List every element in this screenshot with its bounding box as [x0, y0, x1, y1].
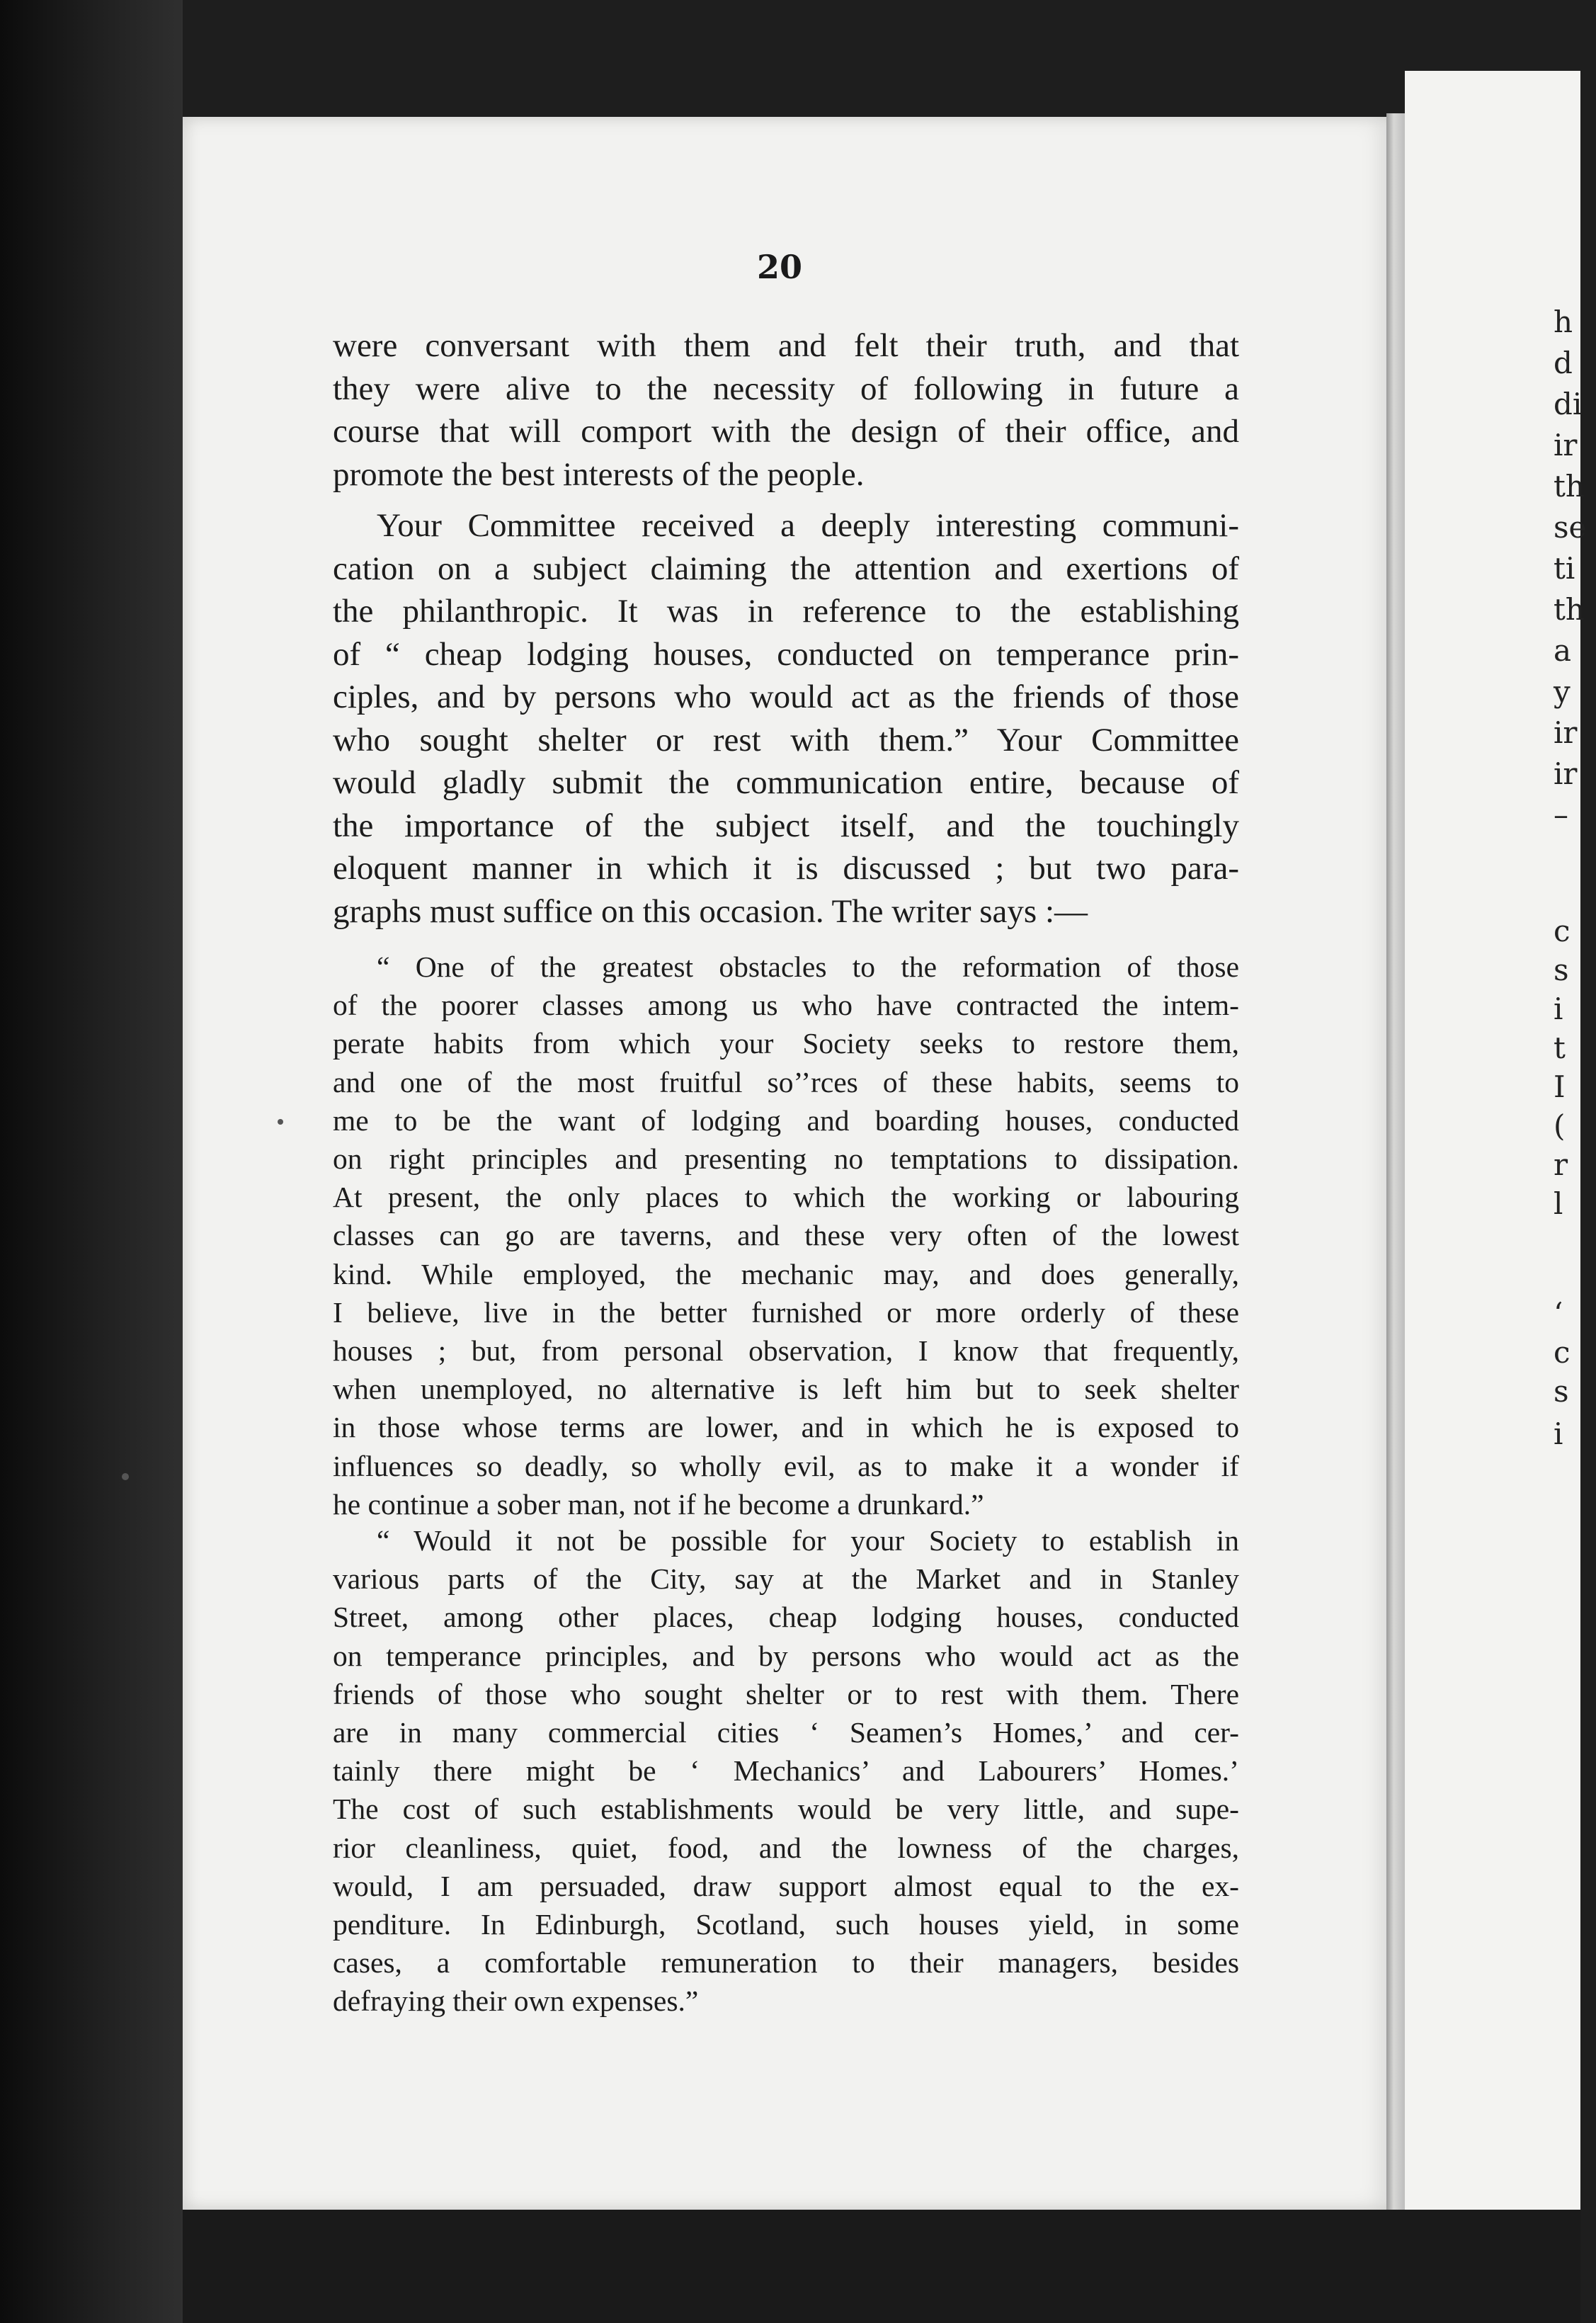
- speck-mark: [278, 1119, 283, 1125]
- text-line: on right principles and presenting no temptations to dissipation.: [333, 1142, 1239, 1176]
- text-line: course that will comport with the design of their office, and: [333, 413, 1239, 450]
- facing-page-fragment: s: [1554, 1374, 1569, 1409]
- text-line: perate habits from which your Society seeks to restore them,: [333, 1027, 1239, 1060]
- text-line: who sought shelter or rest with them.” Your Committee: [333, 721, 1239, 759]
- text-line: graphs must suffice on this occasion. The writer says :—: [333, 892, 1088, 930]
- text-line: the philanthropic. It was in reference to the establishing: [333, 593, 1239, 630]
- scan-bottom-margin: [183, 2210, 1580, 2323]
- text-line: when unemployed, no alternative is left him but to seek shelter: [333, 1373, 1239, 1406]
- text-line: cases, a comfortable remuneration to their managers, besides: [333, 1946, 1239, 1980]
- facing-page-fragment: c: [1554, 914, 1571, 948]
- facing-page-fragment: –: [1554, 797, 1568, 832]
- facing-page-fragment: ir: [1554, 715, 1578, 750]
- facing-page-fragment: ir: [1554, 428, 1578, 462]
- text-line: cation on a subject claiming the attention and exertions of: [333, 550, 1239, 587]
- text-line: and one of the most fruitful so’’rces of these habits, seems to: [333, 1065, 1239, 1098]
- text-line: he continue a sober man, not if he become a drunkard.”: [333, 1487, 984, 1521]
- text-line: The cost of such establishments would be very little, and supe-: [333, 1793, 1239, 1826]
- text-line: houses ; but, from personal observation, I know that frequently,: [333, 1334, 1239, 1368]
- facing-page-fragment: ir: [1554, 756, 1578, 791]
- facing-page-fragment: se: [1554, 510, 1587, 545]
- text-line: would, I am persuaded, draw support almost equal to the ex-: [333, 1869, 1239, 1902]
- facing-page-fragment: ti: [1554, 551, 1575, 586]
- text-line: “ One of the greatest obstacles to the reformation of those: [377, 950, 1239, 983]
- text-line: of “ cheap lodging houses, conducted on temperance prin-: [333, 635, 1239, 673]
- facing-page-fragment: (: [1554, 1108, 1566, 1143]
- facing-page-fragment: i: [1554, 1416, 1563, 1451]
- text-line: At present, the only places to which the working or labouring: [333, 1181, 1239, 1214]
- facing-page-fragment: th: [1554, 592, 1585, 627]
- page-number: 20: [756, 248, 802, 286]
- text-line: in those whose terms are lower, and in which he is exposed to: [333, 1411, 1239, 1444]
- text-line: kind. While employed, the mechanic may, and does generally,: [333, 1257, 1239, 1290]
- facing-page-fragment: r: [1554, 1147, 1568, 1182]
- text-line: of the poorer classes among us who have contracted the intem-: [333, 989, 1239, 1022]
- facing-page-fragment: h: [1554, 305, 1573, 339]
- text-line: Your Committee received a deeply interesting communi-: [377, 507, 1239, 544]
- facing-page-fragment: t: [1554, 1030, 1566, 1065]
- facing-page-fragment: y: [1554, 674, 1571, 709]
- facing-page-fragment: d: [1554, 346, 1573, 380]
- text-line: influences so deadly, so wholly evil, as to make it a wonder if: [333, 1449, 1239, 1482]
- text-line: penditure. In Edinburgh, Scotland, such houses yield, in some: [333, 1908, 1239, 1941]
- text-line: would gladly submit the communication entire, because of: [333, 764, 1239, 801]
- facing-page-fragment: s: [1554, 953, 1569, 987]
- facing-page-fragment: I: [1554, 1069, 1566, 1104]
- text-line: the importance of the subject itself, and the touchingly: [333, 807, 1239, 844]
- text-line: “ Would it not be possible for your Society to establish in: [377, 1524, 1239, 1557]
- quotation-second: [333, 1521, 1239, 2021]
- facing-page-fragment: th: [1554, 469, 1585, 504]
- text-line: various parts of the City, say at the Market and in Stanley: [333, 1562, 1239, 1596]
- text-line: classes can go are taverns, and these very often of the lowest: [333, 1219, 1239, 1252]
- speck-mark: [122, 1473, 129, 1480]
- text-line: defraying their own expenses.”: [333, 1984, 699, 2018]
- book-gutter: [1386, 113, 1405, 2210]
- text-line: promote the best interests of the people.: [333, 455, 865, 493]
- text-line: eloquent manner in which it is discussed ; but two para-: [333, 850, 1239, 887]
- paragraph-committee: [333, 504, 1239, 933]
- scan-left-margin: [0, 0, 183, 2323]
- facing-page-fragment: di: [1554, 387, 1583, 421]
- text-line: me to be the want of lodging and boarding houses, conducted: [333, 1103, 1239, 1137]
- text-line: ciples, and by persons who would act as the friends of those: [333, 678, 1239, 715]
- quotation-first: [333, 948, 1239, 1523]
- text-line: rior cleanliness, quiet, food, and the lowness of the charges,: [333, 1831, 1239, 1864]
- text-line: tainly there might be ‘ Mechanics’ and Labourers’ Homes.’: [333, 1754, 1239, 1788]
- facing-page-fragment: i: [1554, 992, 1563, 1026]
- facing-page-fragment: l: [1554, 1186, 1563, 1221]
- text-line: they were alive to the necessity of following in future a: [333, 370, 1239, 407]
- text-line: are in many commercial cities ‘ Seamen’s Homes,’ and cer-: [333, 1716, 1239, 1749]
- text-line: were conversant with them and felt their truth, and that: [333, 327, 1239, 364]
- facing-page-edge: [1405, 71, 1587, 2252]
- facing-page-fragment: c: [1554, 1335, 1571, 1370]
- text-line: Street, among other places, cheap lodging houses, conducted: [333, 1601, 1239, 1634]
- facing-page-fragment: a: [1554, 633, 1572, 668]
- facing-page-fragment: ‘: [1554, 1296, 1563, 1331]
- paragraph-continued: [333, 324, 1239, 496]
- text-line: on temperance principles, and by persons who would act as the: [333, 1639, 1239, 1672]
- text-line: friends of those who sought shelter or to rest with them. There: [333, 1677, 1239, 1710]
- text-line: I believe, live in the better furnished or more orderly of these: [333, 1295, 1239, 1329]
